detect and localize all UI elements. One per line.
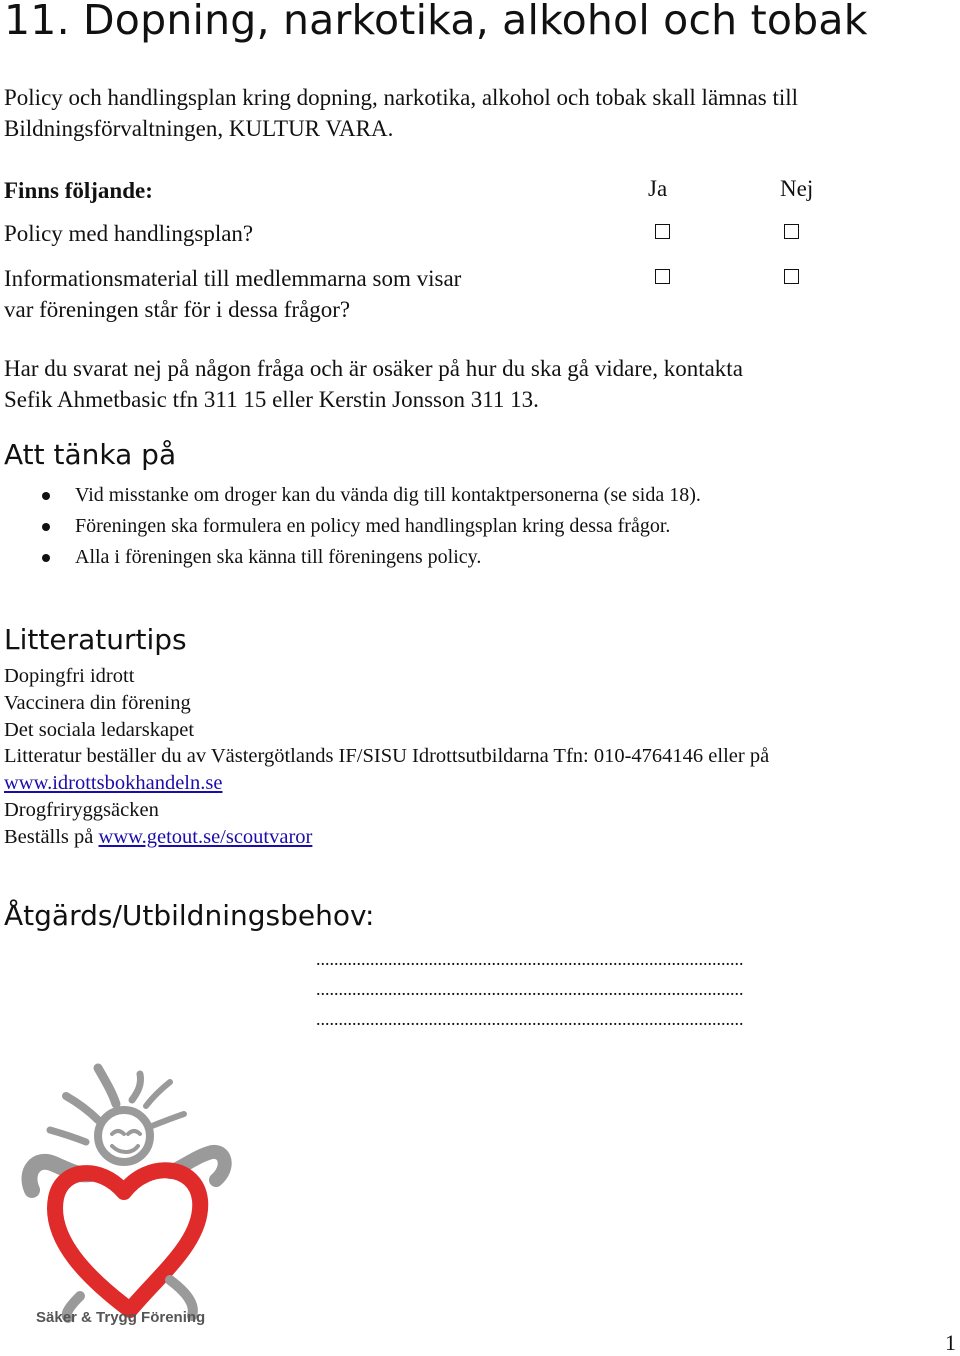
bullet-icon: [42, 554, 50, 562]
logo-text: Säker & Trygg Förening: [36, 1309, 206, 1326]
intro-line-2: Bildningsförvaltningen, KULTUR VARA.: [4, 116, 394, 141]
list-item: [0, 542, 940, 573]
saker-trygg-forening-logo: [20, 1060, 240, 1332]
policy-no-checkbox[interactable]: [784, 224, 799, 239]
checklist-item-policy: [4, 218, 253, 249]
checklist-item-label: Policy med handlingsplan?: [4, 221, 254, 246]
actions-heading: Åtgärds/Utbildningsbehov:: [4, 899, 375, 932]
information-yes-checkbox[interactable]: [655, 269, 670, 284]
checklist-item-label-cont: var föreningen står för i dessa frågor?: [4, 297, 351, 322]
think-heading: Att tänka på: [4, 438, 177, 471]
bullet-text: Föreningen ska formulera en policy med handlingsplan kring dessa frågor.: [75, 515, 671, 537]
idrottsbokhandeln-link[interactable]: www.idrottsbokhandeln.se: [4, 772, 223, 795]
information-no-checkbox[interactable]: [784, 269, 799, 284]
bullet-icon: [42, 492, 50, 500]
contact-line-2: Sefik Ahmetbasic tfn 311 15 eller Kerstin Jonsson 311 13.: [4, 387, 539, 412]
literature-heading: Litteraturtips: [4, 623, 187, 656]
sun-figure-icon: [29, 1068, 224, 1190]
think-bullet-list: [0, 480, 940, 573]
book-title: Dopingfri idrott: [4, 665, 135, 687]
checklist-item-label: Informationsmaterial till medlemmarna som visar: [4, 266, 462, 291]
bullet-text: Vid misstanke om droger kan du vända dig till kontaktpersonerna (se sida 18).: [75, 484, 701, 506]
getout-link[interactable]: www.getout.se/scoutvaror: [98, 825, 313, 848]
intro-line-1: Policy och handlingsplan kring dopning, narkotika, alkohol och tobak skall lämnas till: [4, 85, 799, 110]
list-item: [0, 480, 940, 511]
column-yes-label: Ja: [648, 176, 668, 201]
contact-line-1: Har du svarat nej på någon fråga och är osäker på hur du ska gå vidare, kontakta: [4, 356, 743, 381]
book-title: Drogfriryggsäcken: [4, 798, 159, 821]
order-prefix: Beställs på: [4, 825, 99, 848]
dotted-answer-line[interactable]: ...............................................................................................: [316, 979, 744, 999]
column-no-label: Nej: [780, 176, 814, 201]
bullet-icon: [42, 523, 50, 531]
checklist-heading: Finns följande:: [4, 178, 153, 203]
list-item: [0, 511, 940, 542]
dotted-answer-line[interactable]: ...............................................................................................: [316, 949, 744, 969]
book-title: Vaccinera din förening: [4, 691, 191, 714]
literature-list: [4, 663, 769, 851]
page-title: 11. Dopning, narkotika, alkohol och tobak: [4, 0, 868, 44]
order-info-2: [4, 824, 769, 851]
order-info: Litteratur beställer du av Västergötlands IF/SISU Idrottsutbildarna Tfn: 010-4764146 eller på: [4, 745, 770, 768]
contact-paragraph: [4, 353, 743, 415]
bullet-text: Alla i föreningen ska känna till föreningens policy.: [75, 546, 482, 568]
page-number: 1: [945, 1330, 956, 1355]
checklist-item-information: [4, 263, 461, 325]
intro-paragraph: [4, 82, 798, 144]
policy-yes-checkbox[interactable]: [655, 224, 670, 239]
book-title: Det sociala ledarskapet: [4, 718, 195, 741]
dotted-answer-line[interactable]: ...............................................................................................: [316, 1009, 744, 1029]
